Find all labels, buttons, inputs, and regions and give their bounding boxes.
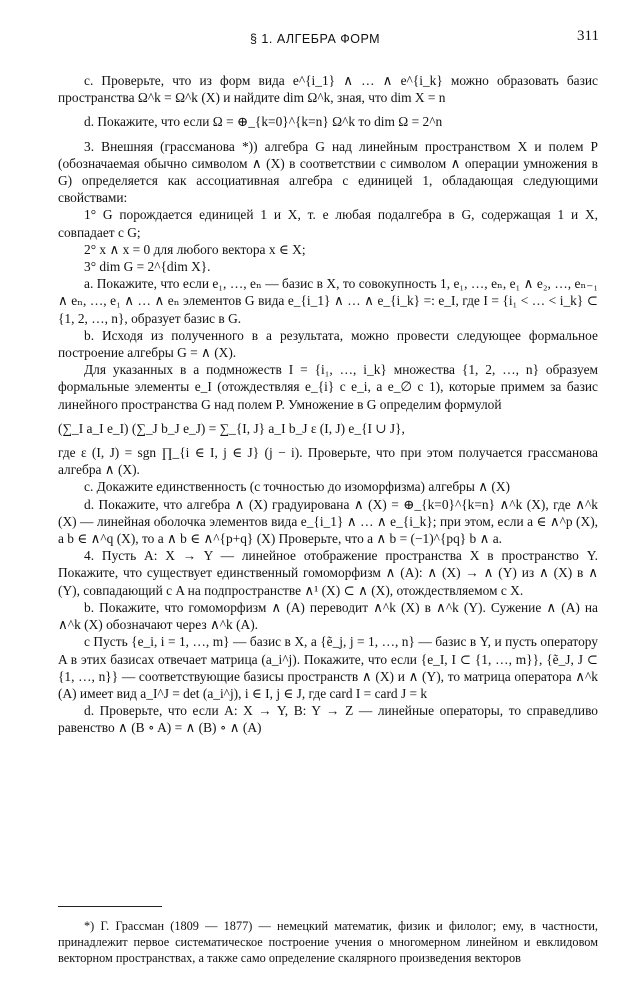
property-1: 1° G порождается единицей 1 и X, т. е любая подалгебра в G, содержащая 1 и X, совпадает с G; (58, 207, 598, 240)
exercise-3d: d. Покажите, что алгебра ∧ (X) градуирована ∧ (X) = ⊕_{k=0}^{k=n} ∧^k (X), где ∧^k (X) — линейная оболочка элементов вида e_{i_1} ∧ … ∧ e_{i_k}; при этом, если a ∈ ∧^p (X), а b ∈ ∧^q (X), то a ∧ b ∈ ∧^{p+q} (X) Проверьте, что a ∧ b = (−1)^{pq} b ∧ a. (58, 496, 598, 547)
exercise-4c: с Пусть {e_i, i = 1, …, m} — базис в X, а {ẽ_j, j = 1, …, n} — базис в Y, и пусть оператору A в этих базисах отвечает матрица (a_i^j). Покажите, что если {e_I, I ⊂ {1, …, m}}, {ẽ_J, J ⊂ {1, …, n}} — соответствующие базисы пространств ∧ (X) и ∧ (Y), то матрица оператора ∧^k (A) имеет вид a_I^J = det (a_i^j), i ∈ I, j ∈ J, где card I = card J = k (58, 634, 598, 701)
exercise-3-definition: 3. Внешняя (грассманова *)) алгебра G над линейным пространством X и полем P (обозначаемая обычно символом ∧ (X) в соответствии с символом ∧ операции умножения в G) определяется как ассоциативная алгебра с единицей 1, обладающая следующими свойствами: (58, 138, 598, 206)
multiplication-formula: (∑_I a_I e_I) (∑_J b_J e_J) = ∑_{I, J} a_I b_J ε (I, J) e_{I ∪ J}, (58, 420, 405, 436)
page-header (0, 28, 628, 50)
exercise-4d: d. Проверьте, что если A: X → Y, B: Y → Z — линейные операторы, то справедливо равенство ∧ (B ∘ A) = ∧ (B) ∘ ∧ (A) (58, 703, 598, 736)
page-number: 311 (577, 28, 599, 44)
main-text (58, 72, 598, 737)
exercise-4b: b. Покажите, что гомоморфизм ∧ (A) переводит ∧^k (X) в ∧^k (Y). Сужение ∧ (A) на ∧^k (X) обозначают через ∧^k (A). (58, 599, 598, 633)
exercise-4: 4. Пусть A: X → Y — линейное отображение пространства X в пространство Y. Покажите, что существует единственный гомоморфизм ∧ (A): ∧ (X) → ∧ (Y) из ∧ (X) в ∧ (Y), совпадающий с A на подпространстве ∧¹ (X) ⊂ ∧ (X), отождествляемом с X. (58, 548, 598, 598)
exercise-2d: d. Покажите, что если Ω = ⊕_{k=0}^{k=n} Ω^k то dim Ω = 2^n (84, 114, 443, 130)
property-2: 2° x ∧ x = 0 для любого вектора x ∈ X; (84, 241, 306, 257)
footnote-separator (58, 906, 162, 907)
footnote (58, 918, 598, 966)
exercise-3a: а. Покажите, что если e₁, …, eₙ — базис в X, то совокупность 1, e₁, …, eₙ, e₁ ∧ e₂, …, eₙ₋₁ ∧ eₙ, …, e₁ ∧ … ∧ eₙ элементов G вида e_{i_1} ∧ … ∧ e_{i_k} =: e_I, где I = {i₁ < … < i_k} ⊂ {1, 2, …, n}, образует базис в G. (58, 276, 598, 326)
exercise-2c: с. Проверьте, что из форм вида e^{i_1} ∧ … ∧ e^{i_k} можно образовать базис пространства Ω^k = Ω^k (X) и найдите dim Ω^k, зная, что dim X = n (58, 73, 598, 106)
exercise-3b: b. Исходя из полученного в а результата, можно провести следующее формальное построение алгебры G = ∧ (X). (58, 327, 598, 361)
epsilon-definition: где ε (I, J) = sgn ∏_{i ∈ I, j ∈ J} (j − i). Проверьте, что при этом получается грассманова алгебра ∧ (X). (58, 445, 598, 478)
footnote-text: *) Г. Грассман (1809 — 1877) — немецкий математик, физик и филолог; ему, в частности, принадлежит первое систематическое построение учения о многомерном линейном и евклидовом векторном пространствах, а также само определение скалярного произведения векторов (58, 919, 598, 965)
exercise-3c: с. Докажите единственность (с точностью до изоморфизма) алгебры ∧ (X) (84, 479, 510, 495)
running-title: § 1. АЛГЕБРА ФОРМ (250, 32, 381, 46)
exercise-3b-construction: Для указанных в а подмножеств I = {i₁, …, i_k} множества {1, 2, …, n} образуем формальные элементы e_I (отождествляя e_{i} с e_i, а e_∅ с 1), которые примем за базис линейного пространства G над полем P. Умножение в G определим формулой (58, 362, 598, 412)
property-3: 3° dim G = 2^{dim X}. (84, 259, 211, 275)
